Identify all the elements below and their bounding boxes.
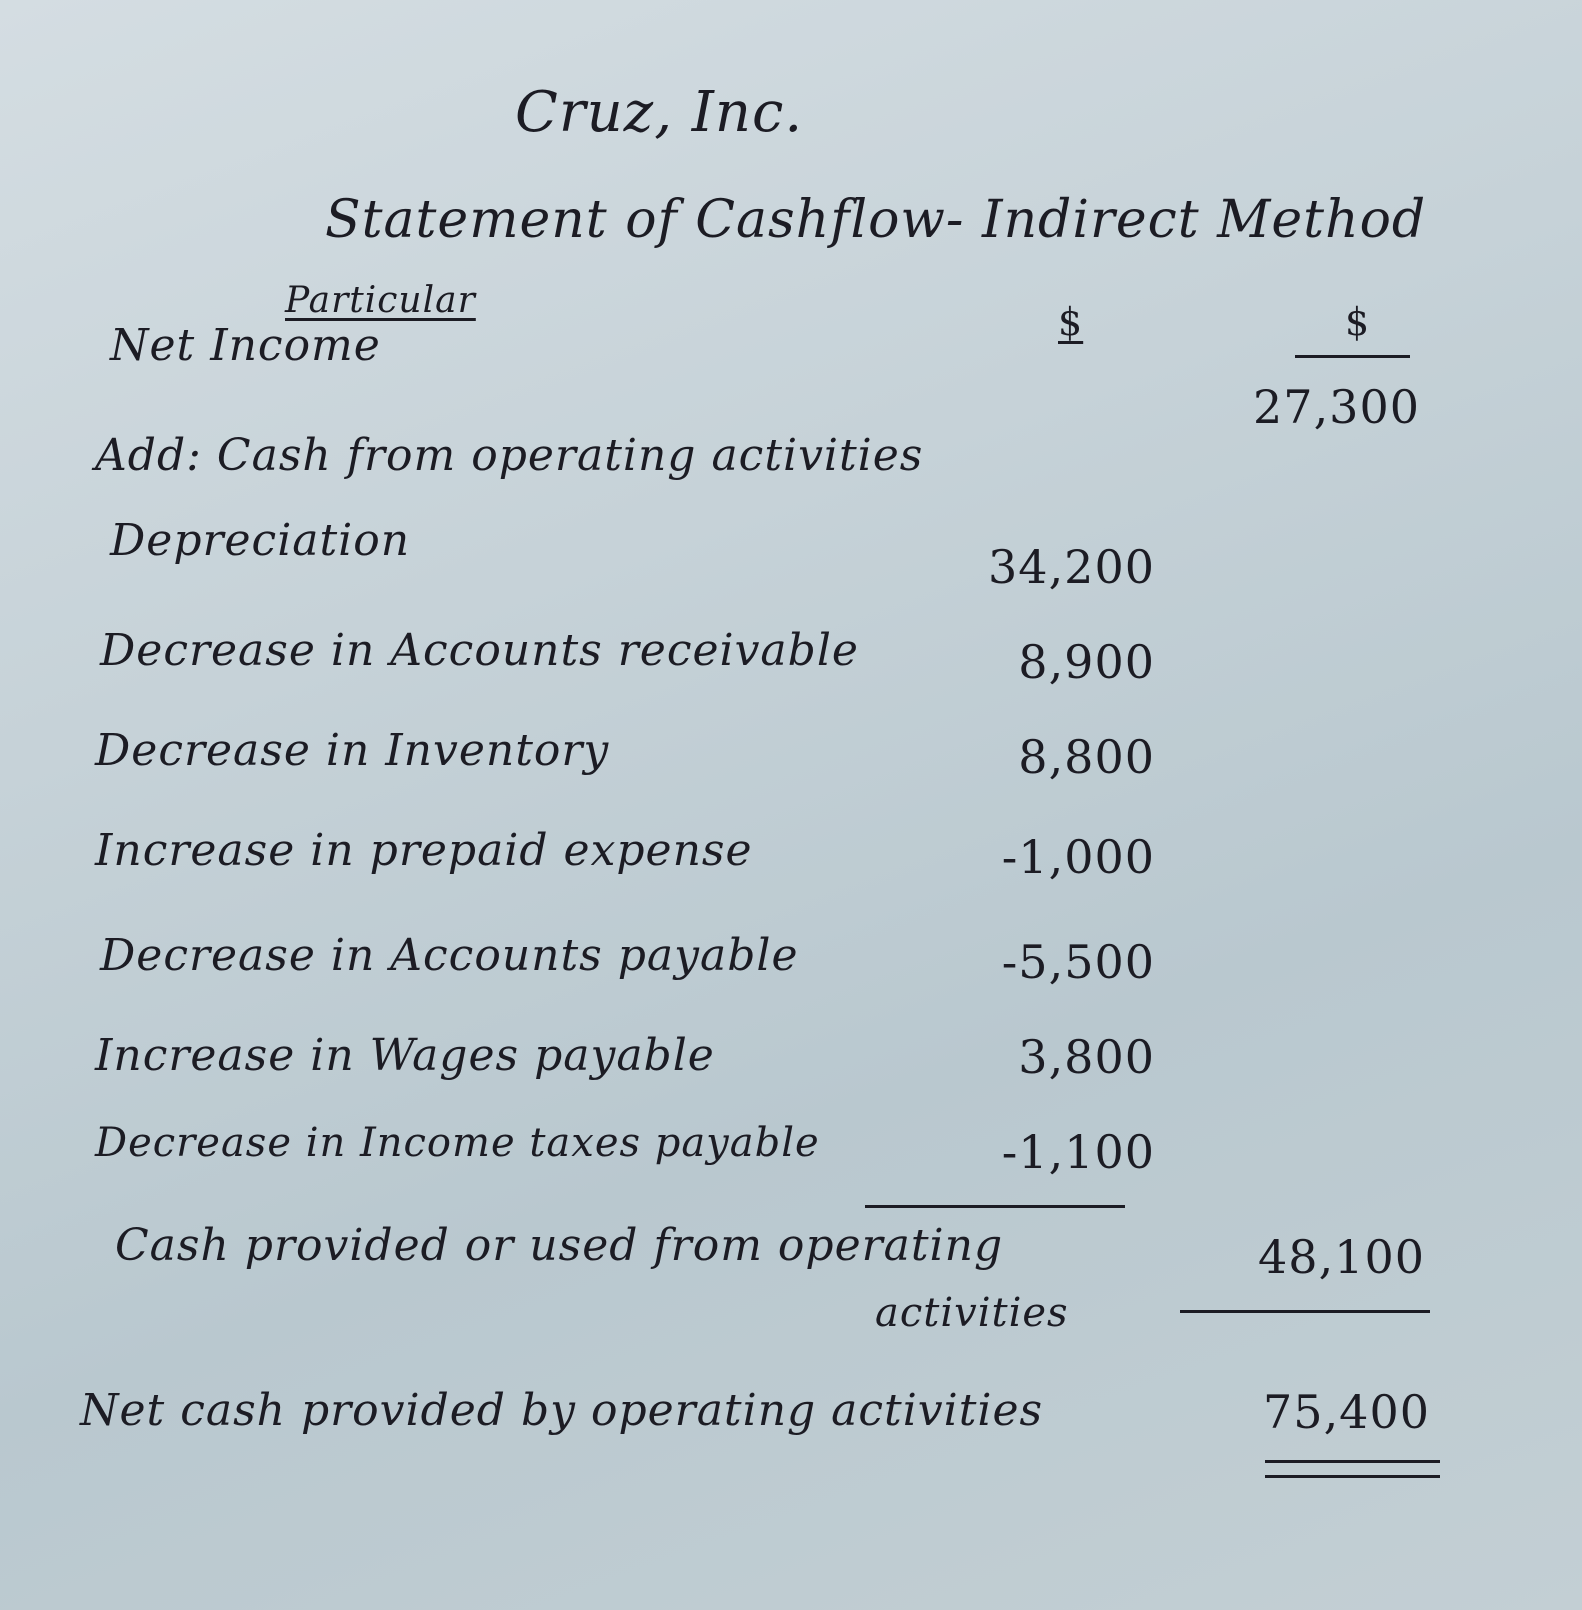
adjustment-amount: -5,500 [1001, 935, 1155, 989]
adjustment-amount: 3,800 [1018, 1030, 1155, 1084]
total-double-rule-bottom [1265, 1475, 1440, 1478]
adjustment-amount: 8,800 [1018, 730, 1155, 784]
adjustment-label: Decrease in Accounts receivable [100, 625, 859, 676]
adjustment-amount: 34,200 [988, 540, 1155, 594]
net-income-label: Net Income [110, 320, 381, 371]
total-double-rule-top [1265, 1460, 1440, 1463]
adjustment-label: Increase in prepaid expense [95, 825, 753, 876]
total-amount: 75,400 [1263, 1385, 1430, 1439]
adjustment-label: Decrease in Accounts payable [100, 930, 799, 981]
adjustments-heading: Add: Cash from operating activities [95, 430, 924, 481]
currency-header-col1: $ [1058, 300, 1084, 344]
adjustment-amount: -1,100 [1001, 1125, 1155, 1179]
subtotal-amount: 48,100 [1258, 1230, 1425, 1284]
net-income-amount: 27,300 [1253, 380, 1420, 434]
adjustment-label: Decrease in Inventory [95, 725, 610, 776]
total-label: Net cash provided by operating activities [80, 1385, 1044, 1436]
column-label-particular: Particular [285, 280, 476, 321]
currency-header-col2: $ [1345, 300, 1371, 344]
subtotal-label: Cash provided or used from operating [115, 1220, 1004, 1271]
adjustment-amount: -1,000 [1001, 830, 1155, 884]
adjustments-total-rule [865, 1205, 1125, 1208]
adjustment-label: Depreciation [110, 515, 411, 566]
subtotal-label-continued: activities [875, 1290, 1069, 1336]
col2-header-rule [1295, 355, 1410, 358]
adjustment-label: Increase in Wages payable [95, 1030, 715, 1081]
statement-title: Statement of Cashflow- Indirect Method [325, 190, 1427, 250]
subtotal-rule [1180, 1310, 1430, 1313]
adjustment-label: Decrease in Income taxes payable [95, 1120, 820, 1166]
adjustment-amount: 8,900 [1018, 635, 1155, 689]
company-name: Cruz, Inc. [515, 80, 804, 145]
